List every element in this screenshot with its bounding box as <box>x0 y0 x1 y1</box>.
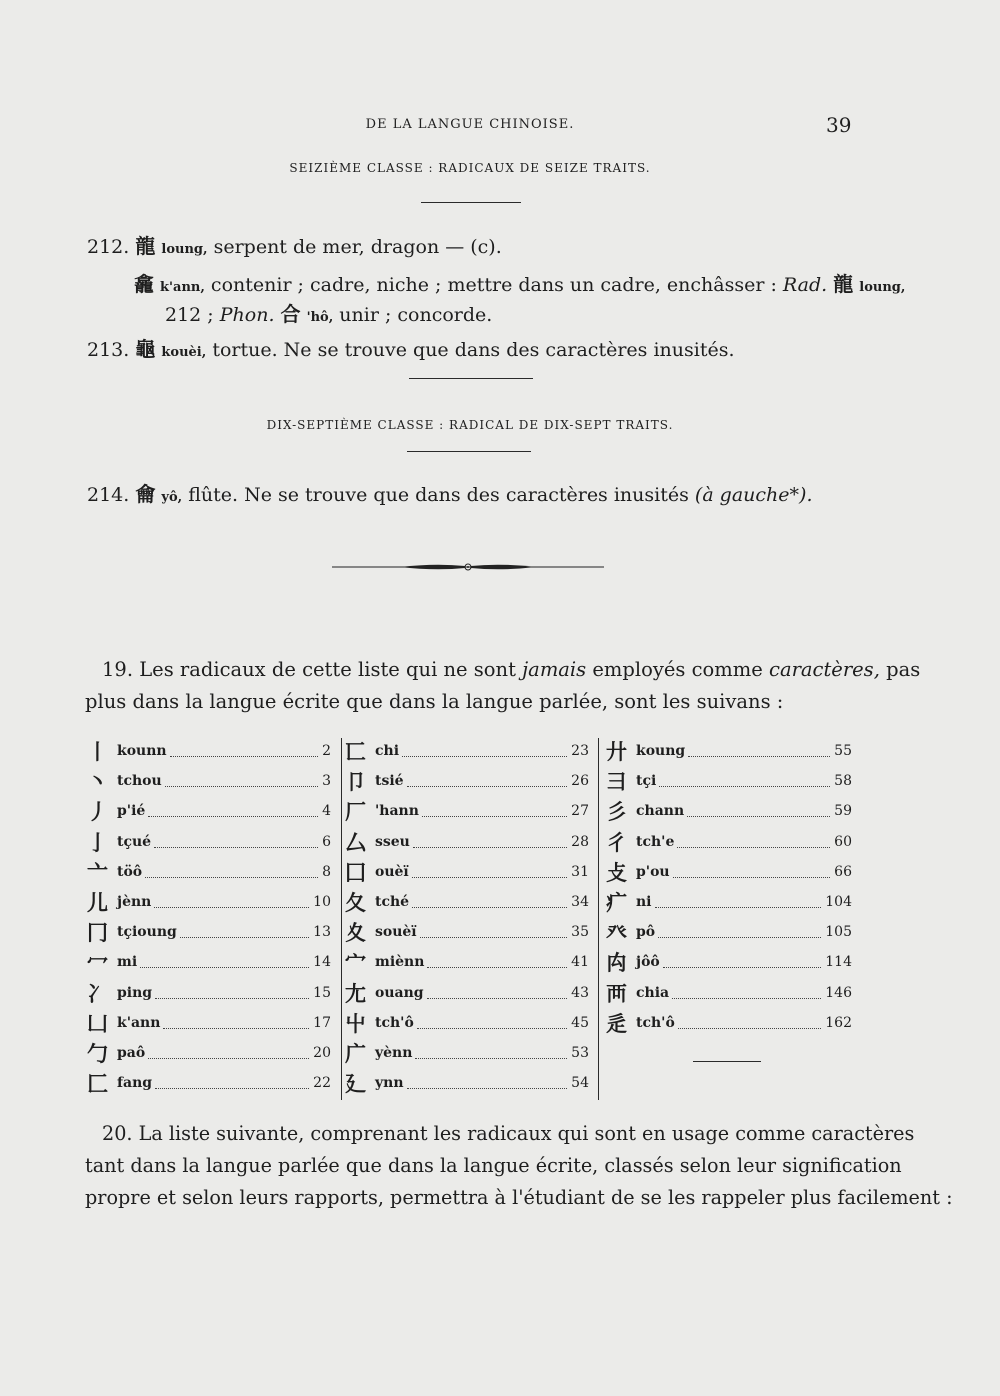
radical-row <box>606 977 852 1007</box>
para-italic: caractères, <box>769 658 880 681</box>
dot-leader <box>672 998 821 999</box>
radical-romanization: tsié <box>375 773 404 790</box>
para-line: plus dans la langue écrite que dans la langue parlée, sont les suivans : <box>85 690 784 713</box>
entry-number: 214. <box>87 484 130 506</box>
radical-row <box>606 795 852 825</box>
radical-row <box>87 977 331 1007</box>
radical-row <box>87 1067 331 1097</box>
radical-romanization: mi <box>117 954 138 971</box>
dot-leader <box>407 1088 567 1089</box>
entry-number: 212. <box>87 236 130 258</box>
radical-row <box>606 1007 852 1037</box>
radical-char: 龜 <box>135 337 156 361</box>
radical-romanization: miènn <box>375 954 425 971</box>
radical-char: 卩 <box>345 770 366 795</box>
radical-row <box>345 826 589 856</box>
dot-leader <box>415 1058 567 1059</box>
entry-212-line3 <box>165 298 492 334</box>
para-number: 19. <box>102 658 134 681</box>
dot-leader <box>155 998 309 999</box>
radical-number: 45 <box>571 1014 589 1031</box>
radical-number: 22 <box>313 1075 331 1092</box>
radical-romanization: tch'ô <box>636 1014 675 1031</box>
radical-number: 13 <box>313 924 331 941</box>
radical-row <box>606 946 852 976</box>
radical-char: 彡 <box>606 800 627 825</box>
radical-list-column-1 <box>87 735 331 1097</box>
radical-char: 夊 <box>345 921 366 946</box>
entry-note: (à gauche*). <box>694 484 813 506</box>
phon-romanization: 'hô, <box>306 310 334 325</box>
romanization: kouèi, <box>161 345 207 360</box>
radical-char: 儿 <box>87 890 108 915</box>
radical-number: 26 <box>571 773 589 790</box>
radical-romanization: tçioung <box>117 924 177 941</box>
radical-row <box>606 826 852 856</box>
radical-row <box>345 1007 589 1037</box>
rad-char: 龍 <box>833 272 854 296</box>
radical-number: 54 <box>571 1075 589 1092</box>
para-italic: jamais <box>522 658 587 681</box>
radical-romanization: p'ié <box>117 803 146 820</box>
sub-romanization: k'ann, <box>160 280 205 295</box>
page-number: 39 <box>826 113 852 137</box>
radical-number: 14 <box>313 954 331 971</box>
dot-leader <box>402 756 567 757</box>
dot-leader <box>180 937 309 938</box>
para-line: 20. La liste suivante, comprenant les radicaux qui sont en usage comme caractères <box>102 1122 915 1145</box>
radical-number: 59 <box>834 803 852 820</box>
end-rule <box>693 1061 761 1062</box>
radical-row <box>87 735 331 765</box>
dot-leader <box>417 1028 567 1029</box>
radical-romanization: ynn <box>375 1075 404 1092</box>
radical-romanization: tch'e <box>636 833 675 850</box>
radical-row <box>345 916 589 946</box>
radical-number: 10 <box>313 893 331 910</box>
radical-row <box>345 1067 589 1097</box>
radical-number: 105 <box>825 924 852 941</box>
radical-row <box>87 1007 331 1037</box>
radical-char: 匚 <box>87 1072 108 1097</box>
radical-char: 丨 <box>87 740 108 764</box>
radical-row <box>87 886 331 916</box>
entry-212 <box>87 230 502 266</box>
radical-row <box>345 856 589 886</box>
radical-romanization: tçué <box>117 833 152 850</box>
para-text: employés comme <box>586 658 770 681</box>
dot-leader <box>659 786 830 787</box>
radical-romanization: k'ann <box>117 1014 161 1031</box>
radical-number: 114 <box>825 954 852 971</box>
dot-leader <box>154 907 309 908</box>
radical-char: 丶 <box>87 770 108 795</box>
radical-row <box>606 765 852 795</box>
radical-row <box>87 765 331 795</box>
radical-number: 27 <box>571 803 589 820</box>
radical-list-column-3 <box>606 735 852 1037</box>
radical-number: 104 <box>825 893 852 910</box>
dot-leader <box>655 907 821 908</box>
radical-number: 53 <box>571 1044 589 1061</box>
radical-row <box>606 916 852 946</box>
radical-char: 冖 <box>87 951 108 976</box>
radical-romanization: ping <box>117 984 153 1001</box>
radical-number: 28 <box>571 833 589 850</box>
radical-row <box>87 1037 331 1067</box>
radical-number: 2 <box>322 743 331 759</box>
entry-text: flûte. Ne se trouve que dans des caractères inusités <box>182 484 695 506</box>
radical-romanization: jôô <box>636 954 660 971</box>
radical-number: 35 <box>571 924 589 941</box>
dot-leader <box>687 816 830 817</box>
dot-leader <box>140 967 309 968</box>
radical-char: 疒 <box>606 890 627 915</box>
radical-number: 3 <box>322 773 331 790</box>
radical-row <box>606 735 852 765</box>
radical-char: 龍 <box>135 234 156 258</box>
dot-leader <box>165 786 318 787</box>
radical-romanization: chann <box>636 803 685 820</box>
radical-char: 夂 <box>345 890 366 915</box>
romanization: yô, <box>161 490 183 505</box>
phon-label: Phon. <box>219 304 275 326</box>
section-rule <box>409 378 533 379</box>
para-text: pas <box>879 658 921 681</box>
radical-number: 20 <box>313 1044 331 1061</box>
radical-number: 23 <box>571 743 589 759</box>
section-rule <box>421 202 521 203</box>
dot-leader <box>673 877 830 878</box>
line3-post: unir ; concorde. <box>333 304 493 326</box>
radical-row <box>606 856 852 886</box>
dot-leader <box>154 847 318 848</box>
radical-char: 彳 <box>606 830 627 855</box>
radical-romanization: ouèï <box>375 863 409 880</box>
radical-row <box>87 856 331 886</box>
radical-number: 41 <box>571 954 589 971</box>
radical-row <box>87 946 331 976</box>
radical-char: 冂 <box>87 921 108 946</box>
ornament-divider <box>330 558 606 576</box>
radical-number: 4 <box>322 803 331 820</box>
radical-char: 厂 <box>345 800 366 825</box>
radical-char: 癶 <box>606 921 627 946</box>
radical-row <box>87 916 331 946</box>
radical-char: 亠 <box>87 860 108 885</box>
radical-char: 襾 <box>606 981 627 1006</box>
sub-text: contenir ; cadre, niche ; mettre dans un cadre, enchâsser : <box>204 274 783 296</box>
radical-char: 厶 <box>345 830 366 855</box>
radical-char: 凵 <box>87 1011 108 1036</box>
radical-romanization: yènn <box>375 1044 413 1061</box>
dot-leader <box>148 816 318 817</box>
radical-romanization: p'ou <box>636 863 670 880</box>
radical-char: 冫 <box>87 981 108 1006</box>
column-divider <box>341 738 342 1100</box>
radical-romanization: tché <box>375 893 410 910</box>
radical-romanization: koung <box>636 743 686 759</box>
radical-romanization: paô <box>117 1044 146 1061</box>
entry-214 <box>87 478 813 514</box>
radical-number: 34 <box>571 893 589 910</box>
radical-romanization: fang <box>117 1075 153 1092</box>
radical-char: 屮 <box>345 1011 366 1036</box>
radical-romanization: ouang <box>375 984 424 1001</box>
radical-row <box>345 977 589 1007</box>
dot-leader <box>658 937 821 938</box>
dot-leader <box>148 1058 309 1059</box>
radical-row <box>87 795 331 825</box>
dot-leader <box>413 847 567 848</box>
dot-leader <box>407 786 567 787</box>
radical-number: 15 <box>313 984 331 1001</box>
radical-romanization: sseu <box>375 833 410 850</box>
radical-number: 60 <box>834 833 852 850</box>
paragraph-20 <box>85 1118 953 1214</box>
radical-romanization: jènn <box>117 893 152 910</box>
dot-leader <box>677 847 830 848</box>
class17-heading: DIX-SEPTIÈME CLASSE : RADICAL DE DIX-SEPT TRAITS. <box>266 418 674 432</box>
entry-text: tortue. Ne se trouve que dans des caractères inusités. <box>206 339 735 361</box>
radical-romanization: tch'ô <box>375 1014 414 1031</box>
radical-char: 彐 <box>606 770 627 795</box>
radical-row <box>87 826 331 856</box>
page-header <box>0 113 1000 137</box>
radical-romanization: tchou <box>117 773 162 790</box>
dot-leader <box>688 756 830 757</box>
radical-list-column-2 <box>345 735 589 1097</box>
phon-char: 合 <box>280 302 301 326</box>
entry-number: 213. <box>87 339 130 361</box>
radical-row <box>345 886 589 916</box>
class16-heading: SEIZIÈME CLASSE : RADICAUX DE SEIZE TRAITS. <box>289 161 651 175</box>
radical-row <box>345 946 589 976</box>
radical-romanization: chia <box>636 984 670 1001</box>
radical-char: 勹 <box>87 1041 108 1066</box>
radical-row <box>345 1037 589 1067</box>
dot-leader <box>678 1028 821 1029</box>
section-rule <box>407 451 531 452</box>
radical-romanization: tçi <box>636 773 657 790</box>
radical-romanization: töô <box>117 863 143 880</box>
radical-number: 162 <box>825 1014 852 1031</box>
radical-romanization: 'hann <box>375 803 419 820</box>
dot-leader <box>427 967 567 968</box>
sub-char: 龕 <box>134 272 154 296</box>
radical-char: 禸 <box>606 951 627 976</box>
dot-leader <box>427 998 567 999</box>
radical-row <box>345 735 589 765</box>
para-text: Les radicaux de cette liste qui ne sont <box>133 658 523 681</box>
radical-number: 6 <box>322 833 331 850</box>
radical-number: 146 <box>825 984 852 1001</box>
romanization: loung, <box>161 242 208 257</box>
radical-number: 43 <box>571 984 589 1001</box>
radical-number: 66 <box>834 863 852 880</box>
column-divider <box>598 738 599 1100</box>
dot-leader <box>412 907 567 908</box>
radical-char: 辵 <box>606 1011 627 1036</box>
dot-leader <box>422 816 567 817</box>
dot-leader <box>170 756 318 757</box>
radical-char: 囗 <box>345 860 366 885</box>
radical-number: 8 <box>322 863 331 880</box>
radical-romanization: chi <box>375 743 400 759</box>
entry-213 <box>87 333 735 369</box>
radical-romanization: pô <box>636 924 656 941</box>
radical-char: 匸 <box>345 740 366 764</box>
radical-char: 宀 <box>345 951 366 976</box>
dot-leader <box>663 967 821 968</box>
radical-char: 廾 <box>606 740 627 764</box>
line3-pre: 212 ; <box>165 304 220 326</box>
paragraph-19 <box>85 654 921 718</box>
radical-char: 亅 <box>87 830 108 855</box>
radical-romanization: souèï <box>375 924 417 941</box>
radical-number: 31 <box>571 863 589 880</box>
radical-char: 丿 <box>87 800 108 825</box>
radical-char: 广 <box>345 1041 366 1066</box>
rad-label: Rad. <box>782 274 828 296</box>
dot-leader <box>412 877 567 878</box>
entry-text: serpent de mer, dragon — (c). <box>207 236 502 258</box>
radical-char: 攴 <box>606 860 627 885</box>
radical-row <box>345 795 589 825</box>
dot-leader <box>145 877 318 878</box>
rad-romanization: loung, <box>859 280 906 295</box>
radical-number: 17 <box>313 1014 331 1031</box>
para-line: tant dans la langue parlée que dans la langue écrite, classés selon leur signification <box>85 1154 902 1177</box>
radical-row <box>606 886 852 916</box>
radical-number: 58 <box>834 773 852 790</box>
radical-romanization: kounn <box>117 743 167 759</box>
radical-romanization: ni <box>636 893 652 910</box>
para-line: propre et selon leurs rapports, permettra à l'étudiant de se les rappeler plus facilement : <box>85 1186 953 1209</box>
dot-leader <box>155 1088 309 1089</box>
dot-leader <box>420 937 567 938</box>
radical-char: 尢 <box>345 981 366 1006</box>
radical-number: 55 <box>834 743 852 759</box>
radical-row <box>345 765 589 795</box>
dot-leader <box>163 1028 309 1029</box>
radical-char: 廴 <box>345 1072 366 1097</box>
running-title: DE LA LANGUE CHINOISE. <box>365 117 575 132</box>
radical-char: 龠 <box>135 482 156 506</box>
